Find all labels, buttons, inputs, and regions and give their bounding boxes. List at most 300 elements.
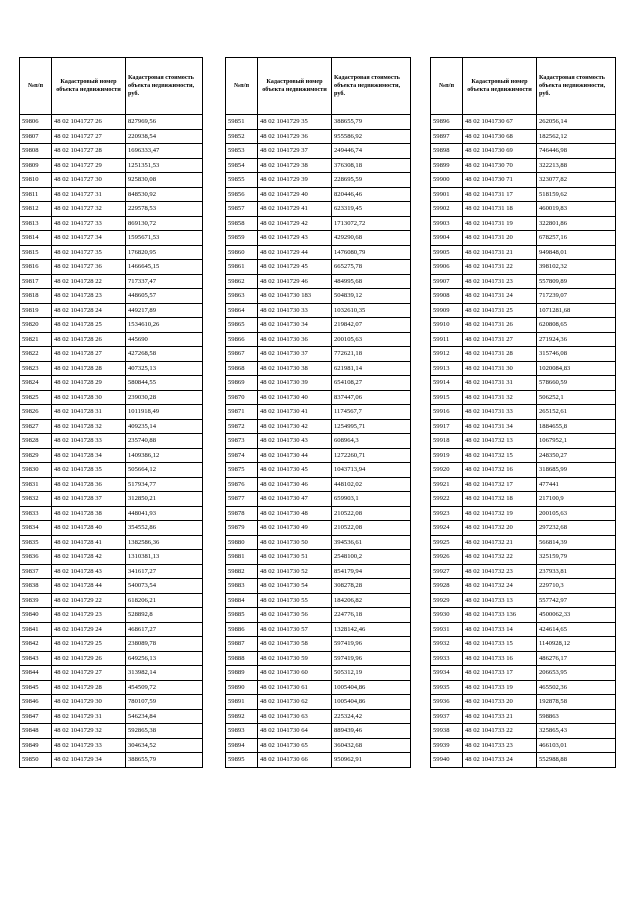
cadastral-number-cell: 48 02 1041733 19 [463,680,537,695]
cadastral-cost-cell: 678257,16 [537,231,616,246]
row-number-cell: 59881 [226,550,258,565]
cadastral-cost-cell: 552988,88 [537,753,616,768]
row-number-cell: 59920 [431,463,463,478]
row-number-cell: 59927 [431,564,463,579]
row-number-cell: 59818 [20,289,52,304]
table-row [431,260,616,275]
table-row [431,405,616,420]
table-row [20,303,203,318]
row-number-cell: 59919 [431,448,463,463]
row-number-cell: 59821 [20,332,52,347]
cadastral-number-cell: 48 02 1041728 30 [52,390,126,405]
cadastral-cost-cell: 618206,21 [126,593,203,608]
table-row [226,332,411,347]
table-row [226,231,411,246]
table-row [20,129,203,144]
row-number-cell: 59810 [20,173,52,188]
row-number-cell: 59904 [431,231,463,246]
cadastral-number-cell: 48 02 1041727 28 [52,144,126,159]
cadastral-cost-cell: 424614,65 [537,622,616,637]
row-number-cell: 59844 [20,666,52,681]
cadastral-number-cell: 48 02 1041730 46 [258,477,332,492]
cadastral-cost-cell: 1254995,71 [332,419,411,434]
row-number-cell: 59817 [20,274,52,289]
cadastral-number-cell: 48 02 1041728 44 [52,579,126,594]
cadastral-cost-cell: 323077,82 [537,173,616,188]
row-number-cell: 59873 [226,434,258,449]
cadastral-number-cell: 48 02 1041729 26 [52,651,126,666]
row-number-cell: 59813 [20,216,52,231]
row-number-cell: 59806 [20,115,52,130]
table-row [431,593,616,608]
row-number-cell: 59812 [20,202,52,217]
cadastral-table-3 [430,57,616,768]
cadastral-cost-cell: 505664,12 [126,463,203,478]
row-number-cell: 59848 [20,724,52,739]
row-number-cell: 59816 [20,260,52,275]
cadastral-cost-cell: 449217,89 [126,303,203,318]
cadastral-cost-cell: 325865,43 [537,724,616,739]
table-row [20,434,203,449]
cadastral-number-cell: 48 02 1041730 48 [258,506,332,521]
row-number-cell: 59843 [20,651,52,666]
header-cadastral-cost: Кадастровая стоимость объекта недвижимости, руб. [537,58,616,115]
table-row [20,347,203,362]
cadastral-number-cell: 48 02 1041730 36 [258,332,332,347]
row-number-cell: 59855 [226,173,258,188]
row-number-cell: 59885 [226,608,258,623]
cadastral-cost-cell: 517934,77 [126,477,203,492]
cadastral-number-cell: 48 02 1041729 41 [258,202,332,217]
table-row [226,129,411,144]
cadastral-number-cell: 48 02 1041730 44 [258,448,332,463]
cadastral-number-cell: 48 02 1041730 69 [463,144,537,159]
table-row [431,695,616,710]
table-row [431,463,616,478]
table-row [20,361,203,376]
table-row [226,608,411,623]
row-number-cell: 59879 [226,521,258,536]
cadastral-number-cell: 48 02 1041730 58 [258,637,332,652]
cadastral-number-cell: 48 02 1041729 28 [52,680,126,695]
row-number-cell: 59852 [226,129,258,144]
table-row [20,738,203,753]
cadastral-number-cell: 48 02 1041732 19 [463,506,537,521]
cadastral-cost-cell: 1696333,47 [126,144,203,159]
cadastral-cost-cell: 608964,3 [332,434,411,449]
cadastral-cost-cell: 1272260,71 [332,448,411,463]
table-row [431,318,616,333]
cadastral-cost-cell: 249446,74 [332,144,411,159]
table-row [20,332,203,347]
cadastral-number-cell: 48 02 1041732 18 [463,492,537,507]
cadastral-cost-cell: 322801,86 [537,216,616,231]
row-number-cell: 59891 [226,695,258,710]
cadastral-number-cell: 48 02 1041729 40 [258,187,332,202]
table-row [431,376,616,391]
row-number-cell: 59828 [20,434,52,449]
table-row [226,376,411,391]
cadastral-cost-cell: 219842,07 [332,318,411,333]
row-number-cell: 59892 [226,709,258,724]
table-row [226,173,411,188]
row-number-cell: 59902 [431,202,463,217]
row-number-cell: 59887 [226,637,258,652]
row-number-cell: 59858 [226,216,258,231]
cadastral-cost-cell: 528892,8 [126,608,203,623]
cadastral-cost-cell: 238089,78 [126,637,203,652]
cadastral-number-cell: 48 02 1041731 26 [463,318,537,333]
cadastral-number-cell: 48 02 1041729 22 [52,593,126,608]
cadastral-cost-cell: 229710,3 [537,579,616,594]
row-number-cell: 59857 [226,202,258,217]
table-row [20,666,203,681]
row-number-cell: 59923 [431,506,463,521]
cadastral-cost-cell: 854179,94 [332,564,411,579]
row-number-cell: 59928 [431,579,463,594]
cadastral-number-cell: 48 02 1041731 18 [463,202,537,217]
cadastral-number-cell: 48 02 1041729 43 [258,231,332,246]
cadastral-cost-cell: 827969,56 [126,115,203,130]
cadastral-number-cell: 48 02 1041728 23 [52,289,126,304]
table-row [431,390,616,405]
table-row [431,753,616,768]
table-row [431,448,616,463]
row-number-cell: 59876 [226,477,258,492]
table-row [226,303,411,318]
cadastral-number-cell: 48 02 1041732 20 [463,521,537,536]
table-row [226,477,411,492]
cadastral-cost-cell: 460019,83 [537,202,616,217]
cadastral-number-cell: 48 02 1041730 60 [258,666,332,681]
row-number-cell: 59826 [20,405,52,420]
cadastral-number-cell: 48 02 1041727 36 [52,260,126,275]
row-number-cell: 59880 [226,535,258,550]
table-row [431,202,616,217]
row-number-cell: 59898 [431,144,463,159]
cadastral-number-cell: 48 02 1041733 17 [463,666,537,681]
table-row [431,274,616,289]
table-row [431,361,616,376]
table-row [20,477,203,492]
cadastral-number-cell: 48 02 1041729 45 [258,260,332,275]
header-cadastral-cost: Кадастровая стоимость объекта недвижимости, руб. [332,58,411,115]
header-number: №п/п [20,58,52,115]
cadastral-cost-cell: 217100,9 [537,492,616,507]
table-row [20,709,203,724]
cadastral-number-cell: 48 02 1041732 23 [463,564,537,579]
cadastral-number-cell: 48 02 1041729 42 [258,216,332,231]
table-row [431,622,616,637]
cadastral-cost-cell: 1032610,35 [332,303,411,318]
cadastral-number-cell: 48 02 1041729 44 [258,245,332,260]
cadastral-table-2 [225,57,411,768]
cadastral-cost-cell: 504839,12 [332,289,411,304]
cadastral-cost-cell: 925830,08 [126,173,203,188]
row-number-cell: 59847 [20,709,52,724]
table-row [20,506,203,521]
cadastral-cost-cell: 182562,12 [537,129,616,144]
row-number-cell: 59808 [20,144,52,159]
header-number: №п/п [431,58,463,115]
row-number-cell: 59936 [431,695,463,710]
cadastral-number-cell: 48 02 1041729 32 [52,724,126,739]
cadastral-cost-cell: 239030,28 [126,390,203,405]
cadastral-number-cell: 48 02 1041730 63 [258,709,332,724]
cadastral-number-cell: 48 02 1041728 27 [52,347,126,362]
cadastral-cost-cell: 376308,18 [332,158,411,173]
cadastral-cost-cell: 580844,55 [126,376,203,391]
table-row [226,637,411,652]
row-number-cell: 59926 [431,550,463,565]
table-row [431,434,616,449]
row-number-cell: 59917 [431,419,463,434]
row-number-cell: 59899 [431,158,463,173]
cadastral-cost-cell: 1713072,72 [332,216,411,231]
table-row [20,318,203,333]
table-row [20,695,203,710]
table-row [431,245,616,260]
cadastral-number-cell: 48 02 1041731 20 [463,231,537,246]
cadastral-cost-cell: 1595671,53 [126,231,203,246]
table-row [20,144,203,159]
cadastral-cost-cell: 1067952,1 [537,434,616,449]
table-row [20,289,203,304]
cadastral-number-cell: 48 02 1041730 59 [258,651,332,666]
cadastral-cost-cell: 1174567,7 [332,405,411,420]
table-row [226,651,411,666]
table-row [20,187,203,202]
row-number-cell: 59875 [226,463,258,478]
table-row [20,492,203,507]
cadastral-number-cell: 48 02 1041728 36 [52,477,126,492]
cadastral-cost-cell: 557742,97 [537,593,616,608]
cadastral-number-cell: 48 02 1041731 30 [463,361,537,376]
table-row [20,651,203,666]
cadastral-number-cell: 48 02 1041730 42 [258,419,332,434]
cadastral-cost-cell: 869130,72 [126,216,203,231]
cadastral-cost-cell: 297232,68 [537,521,616,536]
row-number-cell: 59906 [431,260,463,275]
table-row [431,637,616,652]
table-row [20,724,203,739]
cadastral-cost-cell: 950962,91 [332,753,411,768]
cadastral-number-cell: 48 02 1041732 15 [463,448,537,463]
cadastral-cost-cell: 1534610,26 [126,318,203,333]
cadastral-number-cell: 48 02 1041729 24 [52,622,126,637]
cadastral-cost-cell: 665275,78 [332,260,411,275]
row-number-cell: 59889 [226,666,258,681]
cadastral-number-cell: 48 02 1041732 21 [463,535,537,550]
cadastral-number-cell: 48 02 1041730 56 [258,608,332,623]
cadastral-number-cell: 48 02 1041730 51 [258,550,332,565]
table-row [20,622,203,637]
table-row [431,347,616,362]
row-number-cell: 59934 [431,666,463,681]
cadastral-cost-cell: 445690 [126,332,203,347]
cadastral-cost-cell: 228695,59 [332,173,411,188]
cadastral-number-cell: 48 02 1041727 33 [52,216,126,231]
cadastral-cost-cell: 654108,27 [332,376,411,391]
cadastral-number-cell: 48 02 1041731 25 [463,303,537,318]
cadastral-number-cell: 48 02 1041728 33 [52,434,126,449]
table-row [226,448,411,463]
cadastral-number-cell: 48 02 1041729 27 [52,666,126,681]
header-cadastral-number: Кадастровый номер объекта недвижимости [463,58,537,115]
cadastral-table-1 [19,57,203,768]
cadastral-cost-cell: 315746,08 [537,347,616,362]
cadastral-number-cell: 48 02 1041730 37 [258,347,332,362]
row-number-cell: 59866 [226,332,258,347]
table-row [431,680,616,695]
table-row [431,738,616,753]
cadastral-number-cell: 48 02 1041730 34 [258,318,332,333]
row-number-cell: 59878 [226,506,258,521]
cadastral-number-cell: 48 02 1041731 31 [463,376,537,391]
cadastral-number-cell: 48 02 1041730 62 [258,695,332,710]
table-row [226,434,411,449]
row-number-cell: 59814 [20,231,52,246]
cadastral-cost-cell: 448041,93 [126,506,203,521]
table-row [226,492,411,507]
row-number-cell: 59910 [431,318,463,333]
cadastral-cost-cell: 248350,27 [537,448,616,463]
row-number-cell: 59914 [431,376,463,391]
table-row [226,506,411,521]
cadastral-cost-cell: 1382586,36 [126,535,203,550]
cadastral-number-cell: 48 02 1041727 27 [52,129,126,144]
table-row [226,144,411,159]
cadastral-number-cell: 48 02 1041730 33 [258,303,332,318]
cadastral-number-cell: 48 02 1041732 16 [463,463,537,478]
cadastral-number-cell: 48 02 1041727 29 [52,158,126,173]
table-row [431,535,616,550]
table-row [20,753,203,768]
cadastral-cost-cell: 448605,57 [126,289,203,304]
cadastral-number-cell: 48 02 1041728 40 [52,521,126,536]
row-number-cell: 59824 [20,376,52,391]
table-row [20,173,203,188]
row-number-cell: 59815 [20,245,52,260]
table-row [431,651,616,666]
table-row [431,506,616,521]
cadastral-number-cell: 48 02 1041730 40 [258,390,332,405]
table-row [226,579,411,594]
table-row [431,332,616,347]
cadastral-number-cell: 48 02 1041733 20 [463,695,537,710]
cadastral-cost-cell: 780107,59 [126,695,203,710]
cadastral-cost-cell: 746446,98 [537,144,616,159]
table-row [431,724,616,739]
table-row [226,521,411,536]
cadastral-number-cell: 48 02 1041731 21 [463,245,537,260]
cadastral-cost-cell: 484995,68 [332,274,411,289]
cadastral-number-cell: 48 02 1041732 13 [463,434,537,449]
cadastral-number-cell: 48 02 1041733 21 [463,709,537,724]
row-number-cell: 59913 [431,361,463,376]
row-number-cell: 59811 [20,187,52,202]
cadastral-cost-cell: 206653,95 [537,666,616,681]
cadastral-number-cell: 48 02 1041731 24 [463,289,537,304]
cadastral-number-cell: 48 02 1041727 32 [52,202,126,217]
cadastral-cost-cell: 566814,39 [537,535,616,550]
cadastral-cost-cell: 837447,06 [332,390,411,405]
cadastral-cost-cell: 1476080,79 [332,245,411,260]
row-number-cell: 59883 [226,579,258,594]
header-cadastral-number: Кадастровый номер объекта недвижимости [52,58,126,115]
cadastral-number-cell: 48 02 1041728 34 [52,448,126,463]
table-row [20,463,203,478]
row-number-cell: 59908 [431,289,463,304]
row-number-cell: 59822 [20,347,52,362]
table-row [226,318,411,333]
cadastral-cost-cell: 265152,61 [537,405,616,420]
cadastral-number-cell: 48 02 1041732 24 [463,579,537,594]
row-number-cell: 59823 [20,361,52,376]
table-row [226,695,411,710]
cadastral-number-cell: 48 02 1041730 55 [258,593,332,608]
cadastral-number-cell: 48 02 1041729 38 [258,158,332,173]
cadastral-number-cell: 48 02 1041729 23 [52,608,126,623]
cadastral-cost-cell: 210522,08 [332,506,411,521]
cadastral-cost-cell: 407325,13 [126,361,203,376]
table-header-row [20,58,203,115]
cadastral-cost-cell: 429290,68 [332,231,411,246]
cadastral-number-cell: 48 02 1041730 43 [258,434,332,449]
cadastral-number-cell: 48 02 1041730 38 [258,361,332,376]
cadastral-cost-cell: 262056,14 [537,115,616,130]
cadastral-cost-cell: 772621,18 [332,347,411,362]
table-row [226,245,411,260]
table-row [20,245,203,260]
cadastral-number-cell: 48 02 1041731 27 [463,332,537,347]
row-number-cell: 59860 [226,245,258,260]
cadastral-cost-cell: 649256,13 [126,651,203,666]
table-header-row [431,58,616,115]
cadastral-cost-cell: 1005404,86 [332,695,411,710]
row-number-cell: 59933 [431,651,463,666]
cadastral-number-cell: 48 02 1041730 41 [258,405,332,420]
cadastral-number-cell: 48 02 1041729 37 [258,144,332,159]
row-number-cell: 59853 [226,144,258,159]
cadastral-number-cell: 48 02 1041730 50 [258,535,332,550]
cadastral-number-cell: 48 02 1041729 34 [52,753,126,768]
table-row [226,593,411,608]
row-number-cell: 59862 [226,274,258,289]
row-number-cell: 59884 [226,593,258,608]
row-number-cell: 59827 [20,419,52,434]
table-row [20,115,203,130]
row-number-cell: 59854 [226,158,258,173]
row-number-cell: 59900 [431,173,463,188]
cadastral-number-cell: 48 02 1041728 26 [52,332,126,347]
cadastral-cost-cell: 518159,62 [537,187,616,202]
header-cadastral-number: Кадастровый номер объекта недвижимости [258,58,332,115]
row-number-cell: 59863 [226,289,258,304]
header-cadastral-cost: Кадастровая стоимость объекта недвижимости, руб. [126,58,203,115]
cadastral-cost-cell: 354552,86 [126,521,203,536]
cadastral-cost-cell: 176820,95 [126,245,203,260]
cadastral-number-cell: 48 02 1041731 23 [463,274,537,289]
cadastral-number-cell: 48 02 1041730 65 [258,738,332,753]
cadastral-cost-cell: 1005404,86 [332,680,411,695]
cadastral-cost-cell: 313982,14 [126,666,203,681]
table-row [431,521,616,536]
row-number-cell: 59831 [20,477,52,492]
cadastral-number-cell: 48 02 1041728 37 [52,492,126,507]
row-number-cell: 59907 [431,274,463,289]
table-row [226,158,411,173]
